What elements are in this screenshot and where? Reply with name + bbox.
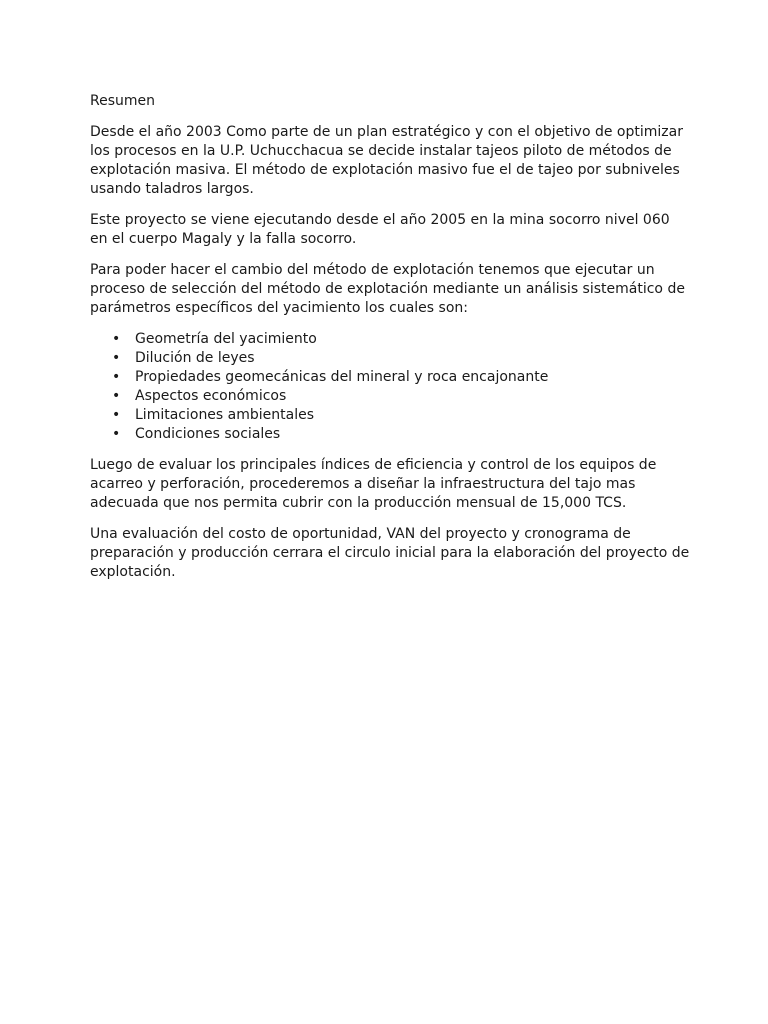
document-page xyxy=(90,92,690,594)
list-item xyxy=(90,406,690,425)
bullet-icon: • xyxy=(112,426,121,442)
paragraph-conclusion: Una evaluación del costo de oportunidad, VAN del proyecto y cronograma de preparación y producción cerrara el circulo inicial para la elaboración del proyecto de explotación. xyxy=(90,526,690,580)
document-heading: Resumen xyxy=(90,93,156,109)
list-item-text: Limitaciones ambientales xyxy=(135,407,315,423)
list-item xyxy=(90,425,690,444)
parameter-list xyxy=(90,330,690,444)
bullet-icon: • xyxy=(112,350,121,366)
bullet-icon: • xyxy=(112,388,121,404)
paragraph-project: Este proyecto se viene ejecutando desde el año 2005 en la mina socorro nivel 060 en el cuerpo Magaly y la falla socorro. xyxy=(90,212,670,247)
bullet-icon: • xyxy=(112,407,121,423)
paragraph-evaluation: Luego de evaluar los principales índices de eficiencia y control de los equipos de acarreo y perforación, procederemos a diseñar la infraestructura del tajo mas adecuada que nos permita cubrir con la producción mensual de 15,000 TCS. xyxy=(90,457,657,511)
list-item xyxy=(90,349,690,368)
paragraph-method-selection: Para poder hacer el cambio del método de explotación tenemos que ejecutar un proceso de selección del método de explotación mediante un análisis sistemático de parámetros específicos del yacimiento los cuales son: xyxy=(90,262,685,316)
list-item xyxy=(90,330,690,349)
bullet-icon: • xyxy=(112,331,121,347)
list-item xyxy=(90,387,690,406)
list-item-text: Propiedades geomecánicas del mineral y roca encajonante xyxy=(135,369,549,385)
list-item-text: Geometría del yacimiento xyxy=(135,331,317,347)
bullet-icon: • xyxy=(112,369,121,385)
list-item-text: Aspectos económicos xyxy=(135,388,287,404)
list-item-text: Dilución de leyes xyxy=(135,350,255,366)
list-item xyxy=(90,368,690,387)
paragraph-intro: Desde el año 2003 Como parte de un plan estratégico y con el objetivo de optimizar los procesos en la U.P. Uchucchacua se decide instalar tajeos piloto de métodos de explotación masiva. El método de explotación masivo fue el de tajeo por subniveles usando taladros largos. xyxy=(90,124,683,197)
list-item-text: Condiciones sociales xyxy=(135,426,281,442)
